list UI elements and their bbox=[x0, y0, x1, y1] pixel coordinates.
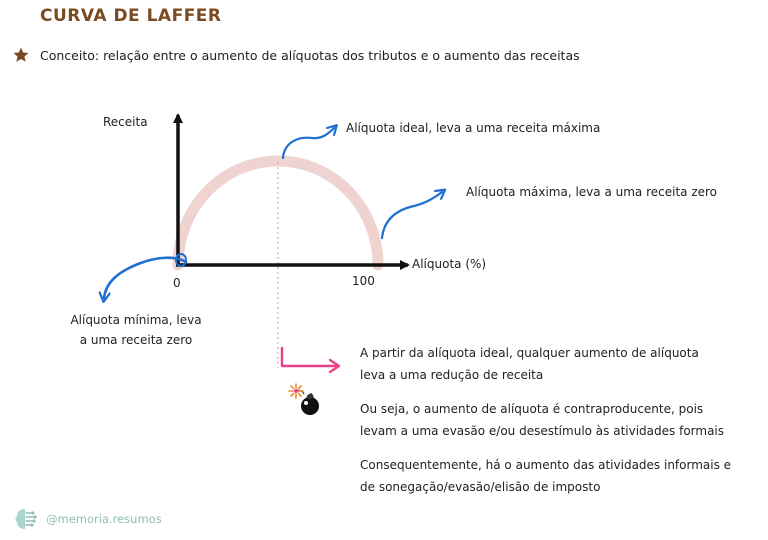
annotation-min bbox=[56, 310, 216, 350]
arrow-max bbox=[382, 192, 442, 238]
arrow-pink bbox=[282, 348, 338, 366]
note-line5: Consequentemente, há o aumento das atividades informais e bbox=[360, 458, 732, 472]
tick-zero: 0 bbox=[173, 276, 181, 290]
brain-circuit-icon bbox=[12, 506, 38, 532]
note-line4: levam a uma evasão e/ou desestímulo às atividades formais bbox=[360, 424, 725, 438]
annotation-ideal: Alíquota ideal, leva a uma receita máxima bbox=[346, 121, 601, 135]
note-line1: A partir da alíquota ideal, qualquer aumento de alíquota bbox=[360, 346, 699, 360]
footer bbox=[12, 506, 162, 532]
arrow-ideal bbox=[283, 128, 334, 158]
note-block-2 bbox=[360, 398, 724, 442]
y-axis-label: Receita bbox=[103, 115, 148, 129]
note-line6: de sonegação/evasão/elisão de imposto bbox=[360, 480, 601, 494]
annotation-max: Alíquota máxima, leva a uma receita zero bbox=[466, 185, 718, 199]
x-axis-label: Alíquota (%) bbox=[412, 257, 487, 271]
tick-hundred: 100 bbox=[352, 274, 375, 288]
concept-text: Conceito: relação entre o aumento de alíquotas dos tributos e o aumento das receitas bbox=[40, 47, 580, 63]
footer-handle: @memoria.resumos bbox=[46, 512, 162, 526]
note-block-1 bbox=[360, 342, 699, 386]
annotation-min-line1: Alíquota mínima, leva bbox=[70, 313, 202, 327]
note-line2: leva a uma redução de receita bbox=[360, 368, 544, 382]
note-block-3 bbox=[360, 454, 731, 498]
annotation-min-line2: a uma receita zero bbox=[79, 333, 193, 347]
note-line3: Ou seja, o aumento de alíquota é contraproducente, pois bbox=[360, 402, 704, 416]
page-title: CURVA DE LAFFER bbox=[40, 6, 222, 26]
bomb-icon bbox=[288, 382, 324, 418]
